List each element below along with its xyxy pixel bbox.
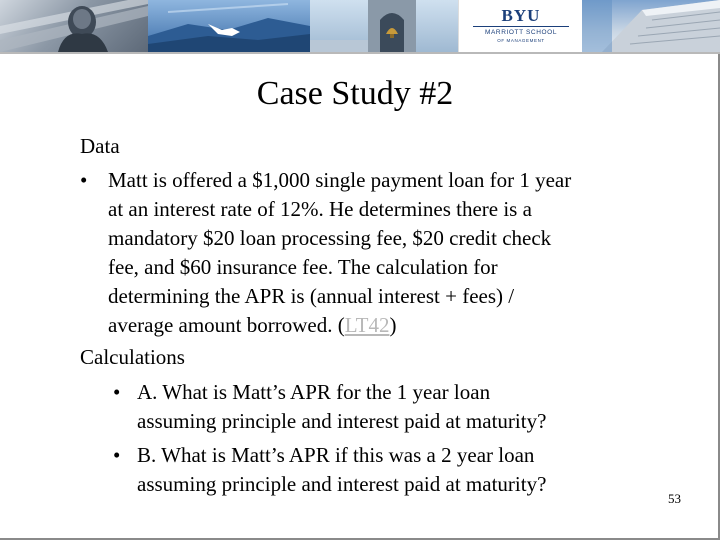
text-line-with-link (108, 311, 668, 340)
data-bullet-item (108, 166, 668, 340)
bullet-marker: • (80, 168, 88, 192)
header-banner (0, 0, 720, 52)
byu-marriott-logo (458, 0, 584, 52)
text-segment: ) (389, 313, 397, 337)
question-b (137, 441, 657, 499)
section-heading-calculations: Calculations (80, 345, 185, 369)
text-line: mandatory $20 loan processing fee, $20 credit check (108, 226, 552, 250)
text-line: Matt is offered a $1,000 single payment loan for 1 year (108, 168, 572, 192)
bullet-marker: • (113, 443, 121, 467)
text-line: assuming principle and interest paid at maturity? (137, 409, 547, 433)
logo-subtitle-2: OF MANAGEMENT (497, 38, 545, 43)
text-line: A. What is Matt’s APR for the 1 year loan (137, 380, 491, 404)
logo-subtitle: MARRIOTT SCHOOL (484, 29, 558, 36)
question-a (137, 378, 657, 436)
text-line: at an interest rate of 12%. He determines there is a (108, 197, 532, 221)
statue-photo (0, 0, 148, 52)
text-line: fee, and $60 insurance fee. The calculation for (108, 255, 498, 279)
header-divider (0, 52, 720, 54)
text-line: determining the APR is (annual interest + fees) / (108, 284, 515, 308)
text-line: assuming principle and interest paid at maturity? (137, 472, 547, 496)
text-segment: average amount borrowed. ( (108, 313, 345, 337)
logo-rule (473, 26, 569, 27)
text-line: B. What is Matt’s APR if this was a 2 year loan (137, 443, 535, 467)
bullet-marker: • (113, 380, 121, 404)
logo-name: BYU (501, 6, 541, 25)
y-mountain-photo (148, 0, 310, 52)
bell-tower-photo (310, 0, 458, 52)
section-heading-data: Data (80, 134, 120, 158)
building-photo (582, 0, 720, 52)
page-number: 53 (668, 491, 681, 506)
slide-title: Case Study #2 (256, 75, 454, 112)
lt42-link[interactable]: LT42 (344, 313, 390, 337)
